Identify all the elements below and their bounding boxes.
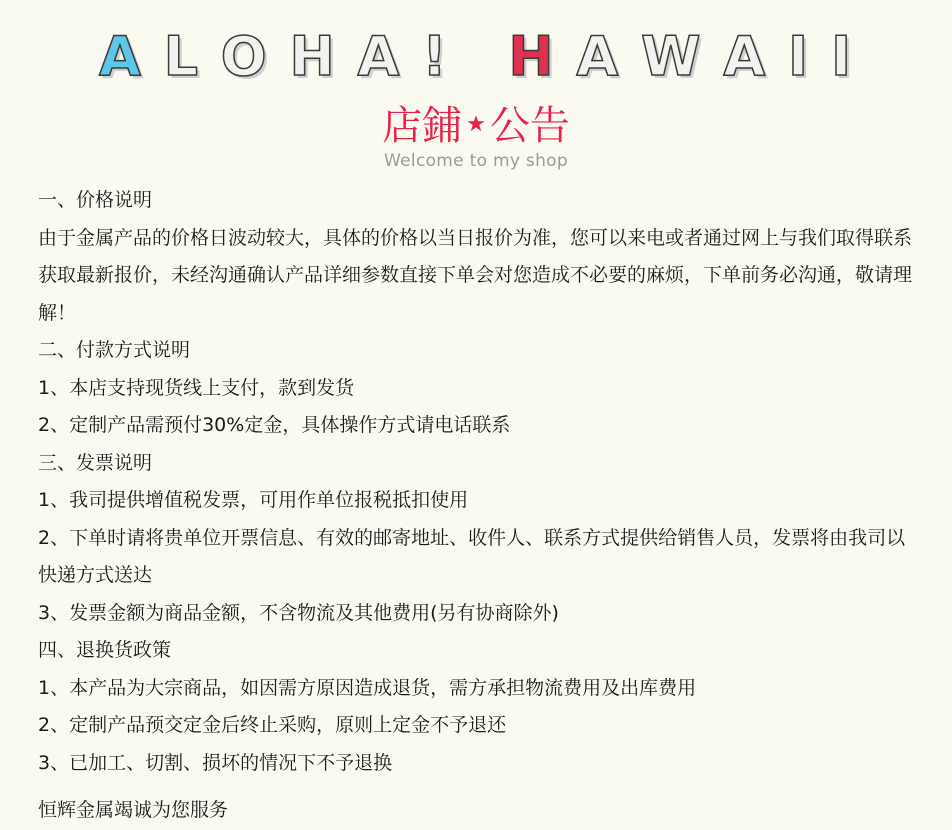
page-title	[0, 100, 952, 154]
notice-content	[38, 182, 918, 782]
notice-item: 2、下单时请将贵单位开票信息、有效的邮寄地址、收件人、联系方式提供给销售人员，发票将由我司以快递方式送达	[38, 526, 906, 586]
notice-paragraph: 由于金属产品的价格日波动较大，具体的价格以当日报价为准，您可以来电或者通过网上与我们取得联系获取最新报价，未经沟通确认产品详细参数直接下单会对您造成不必要的麻烦，下单前务必沟通，敬请理解！	[38, 226, 913, 324]
logo-letter: A	[576, 25, 621, 88]
section-heading: 一、价格说明	[38, 189, 153, 211]
logo-letter: H	[508, 25, 556, 88]
notice-item: 1、我司提供增值税发票，可用作单位报税抵扣使用	[38, 489, 469, 511]
closing-line: 恒辉金属竭诚为您服务	[38, 799, 229, 821]
section-heading: 四、退换货政策	[38, 639, 172, 661]
notice-item: 1、本店支持现货线上支付，款到发货	[38, 376, 355, 399]
notice-item: 3、发票金额为商品金额，不含物流及其他费用(另有协商除外)	[38, 601, 559, 624]
notice-item: 2、定制产品需预付30%定金，具体操作方式请电话联系	[38, 414, 511, 436]
logo-letter: A	[723, 25, 768, 88]
logo-letter: W	[641, 25, 703, 88]
shop-header	[0, 0, 952, 185]
aloha-hawaii-logo	[0, 22, 952, 92]
title-right: 公告	[489, 103, 570, 149]
notice-item: 2、定制产品预交定金后终止采购，原则上定金不予退还	[38, 714, 507, 736]
title-left: 店鋪	[382, 103, 463, 149]
logo-letter: O	[220, 25, 269, 88]
notice-item: 3、已加工、切割、损坏的情况下不予退换	[38, 751, 393, 774]
star-icon: ★	[466, 112, 486, 137]
logo-letter: A	[357, 25, 402, 88]
logo-letter: L	[163, 25, 200, 88]
logo-letter: I	[830, 25, 854, 88]
logo-letter: I	[788, 25, 811, 88]
section-heading: 三、发票说明	[38, 451, 153, 474]
logo-letter: !	[422, 25, 449, 88]
logo-letter: A	[98, 25, 143, 88]
section-heading: 二、付款方式说明	[38, 339, 191, 361]
logo-letter: H	[289, 25, 337, 88]
page-subtitle: Welcome to my shop	[384, 151, 568, 171]
notice-item: 1、本产品为大宗商品，如因需方原因造成退货，需方承担物流费用及出库费用	[38, 676, 697, 699]
